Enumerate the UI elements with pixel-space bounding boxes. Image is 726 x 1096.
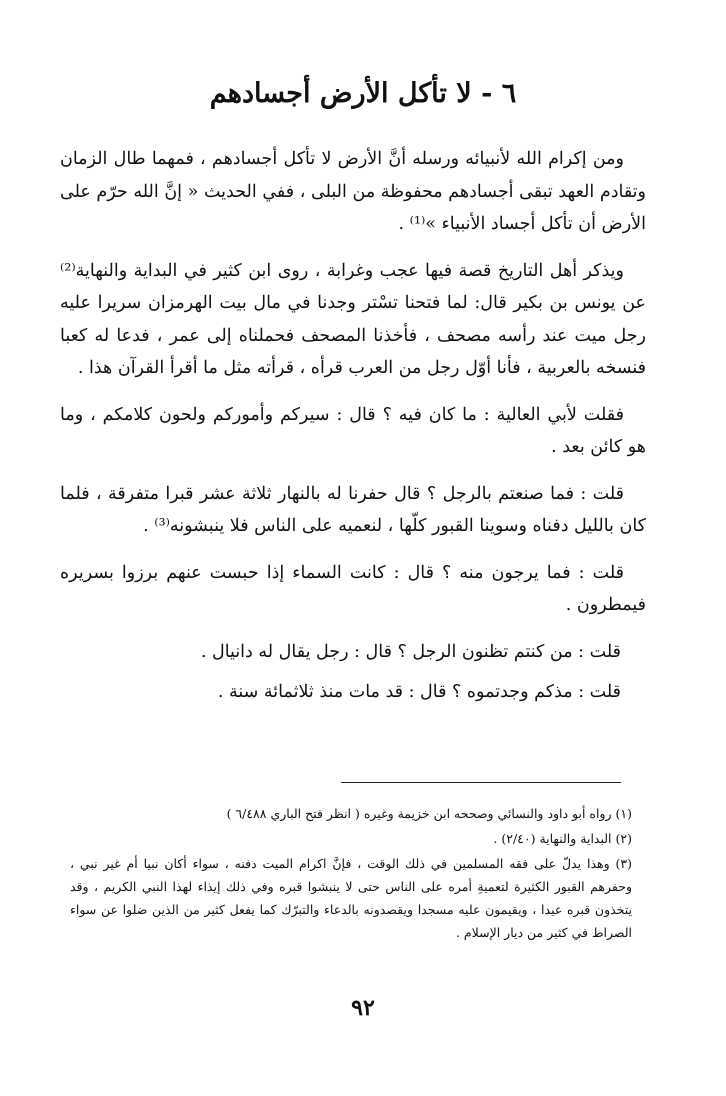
main-text: [60, 143, 646, 717]
paragraph-4: قلت : فما صنعتم بالرجل ؟ قال حفرنا له بالنهار ثلاثة عشر قبرا متفرقة ، فلما كان بالليل دفناه وسوينا القبور كلّها ، لنعميه على الناس فلا ينبشونه⁽³⁾ .: [60, 483, 646, 536]
page-number: ٩٢: [351, 995, 375, 1021]
paragraph-3: فقلت لأبي العالية : ما كان فيه ؟ قال : سيركم وأموركم ولحون كلامكم ، وما هو كائن بعد .: [60, 404, 646, 457]
paragraph-1: ومن إكرام الله لأنبيائه ورسله أنَّ الأرض لا تأكل أجسادهم ، فمهما طال الزمان وتقادم العهد تبقى أجسادهم محفوظة من البلى ، ففي الحديث « إنَّ الله حرّم على الأرض أن تأكل أجساد الأنبياء »⁽¹⁾ .: [60, 149, 646, 234]
chapter-title: ٦ - لا تأكل الأرض أجسادهم: [209, 78, 517, 109]
footnote-divider: [341, 782, 621, 783]
footnotes: [70, 803, 632, 944]
paragraph-6: قلت : من كنتم تظنون الرجل ؟ قال : رجل يقال له دانيال .: [200, 641, 621, 662]
footnote-2: (٢) البداية والنهاية (٢/٤٠) .: [493, 830, 632, 846]
footnote-3: (٣) وهذا يدلّ على فقه المسلمين في ذلك الوقت ، فإنَّ اكرام الميت دفنه ، سواء أكان نبيا أم غير نبي ، وحفرهم القبور الكثيرة لتعميةِ أمره على الناس حتى لا ينبشوا قبره وفي ذلك إيذاء لهذا النبي الكريم ، وقد يتخذون قبره عيدا ، ويقيمون عليه مسجدا ويقصدونه بالدعاء والتبرّك كما يفعل كثير من الذين ضلوا عن سواء الصراط في كثير من ديار الإسلام .: [70, 856, 632, 940]
footnote-1: (١) رواه أبو داود والنسائي وصححه ابن خزيمة وغيره ( انظر فتح الباري ٦/٤٨٨ ): [226, 806, 632, 821]
paragraph-2: ويذكر أهل التاريخ قصة فيها عجب وغرابة ، روى ابن كثير في البداية والنهاية⁽²⁾عن يونس بن بكير قال: لما فتحنا تسْتر وجدنا في مال بيت الهرمزان سريرا عليه رجل ميت عند رأسه مصحف ، فأخذنا المصحف فحملناه إلى عمر ، فدعا له كعبا فنسخه بالعربية ، فأنا أوّل رجل من العرب قرأه ، قرأته مثل ما أقرأ القرآن هذا .: [60, 260, 646, 378]
paragraph-5: قلت : فما يرجون منه ؟ قال : كانت السماء إذا حبست عنهم برزوا بسريره فيمطرون .: [60, 562, 646, 615]
paragraph-7: قلت : مذكم وجدتموه ؟ قال : قد مات منذ ثلاثمائة سنة .: [217, 682, 621, 702]
